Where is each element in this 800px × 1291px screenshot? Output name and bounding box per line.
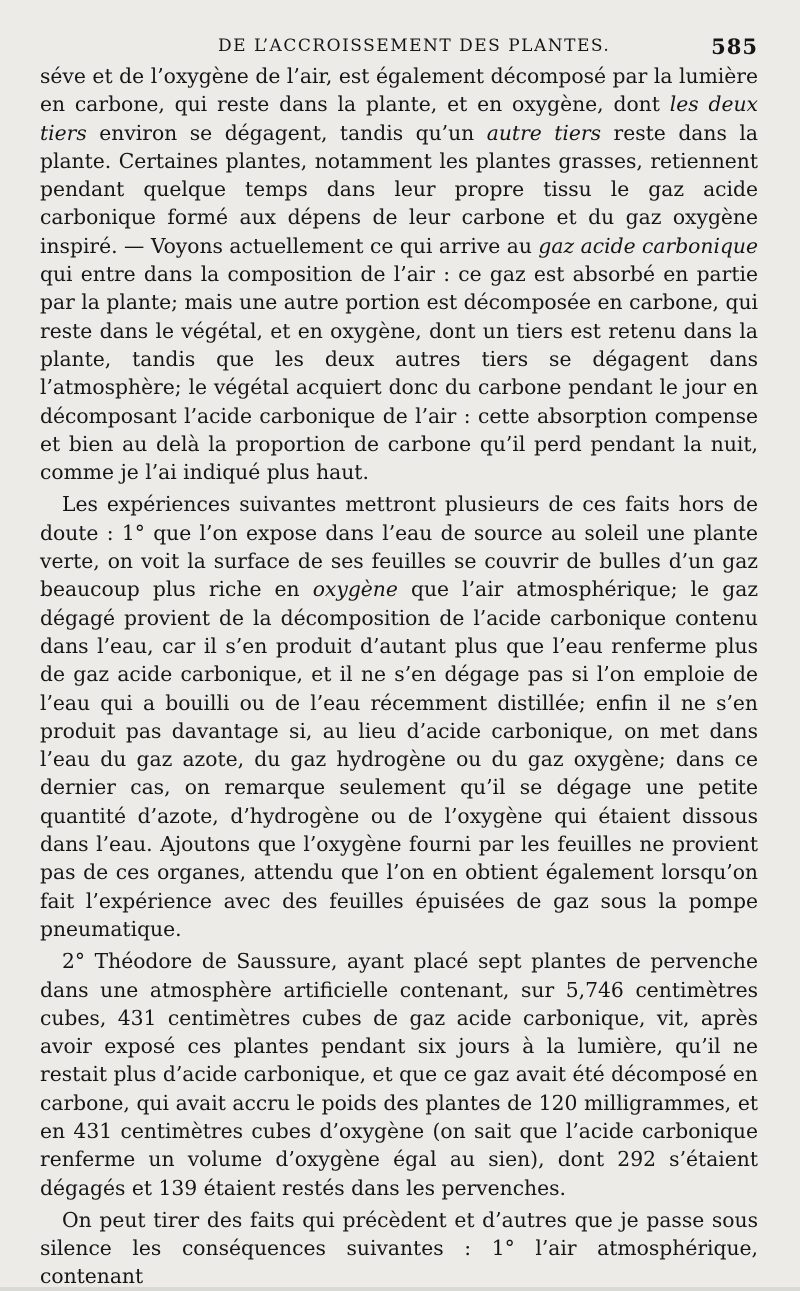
paragraph (40, 62, 758, 486)
italic-run: gaz acide carbonique (538, 233, 758, 258)
text-run: On peut tirer des faits qui précèdent et d’autres que je passe sous silence les conséquences suivantes : 1° l’air atmosphérique, contenant (40, 1207, 758, 1289)
text-run: 2° Théodore de Saussure, ayant placé sept plantes de pervenche dans une atmosphère artificielle contenant, sur 5,746 centimètres cubes, 431 centimètres cubes de gaz acide carbonique, vit, après avoir exposé ces plantes pendant six jours à la lumière, qu’il ne restait plus d’acide carbonique, et que ce gaz avait été décomposé en carbone, qui avait accru le poids des plantes de 120 milligrammes, et en 431 centimètres cubes d’oxygène (on sait que l’acide carbonique renferme un volume d’oxygène égal au sien), dont 292 s’étaient dégagés et 139 étaient restés dans les pervenches. (40, 949, 758, 1200)
body-text (40, 62, 758, 1291)
italic-run: autre tiers (486, 120, 602, 145)
page-number: 585 (711, 34, 758, 59)
italic-run: oxygène (312, 577, 398, 602)
running-head-title: DE L’ACCROISSEMENT DES PLANTES. (218, 36, 611, 56)
paragraph (40, 490, 758, 943)
running-head (40, 32, 758, 62)
text-run: qui entre dans la composition de l’air : ce gaz est absorbé en partie par la plante; mais une autre portion est décomposée en carbone, qui reste dans le végétal, et en oxygène, dont un tiers est retenu dans la plante, tandis que les deux autres tiers se dégagent dans l’atmosphère; le végétal acquiert donc du carbone pendant le jour en décomposant l’acide carbonique de l’air : cette absorption compense et bien au delà la proportion de carbone qu’il perd pendant la nuit, comme je l’ai indiqué plus haut. (40, 262, 758, 485)
text-run: environ se dégagent, tandis qu’un (86, 120, 487, 145)
text-run: séve et de l’oxygène de l’air, est également décomposé par la lumière en carbone, qui reste dans la plante, et en oxygène, dont (40, 64, 758, 117)
paragraph (40, 1206, 758, 1291)
text-run: que l’air atmosphérique; le gaz dégagé provient de la décomposition de l’acide carbonique contenu dans l’eau, car il s’en produit d’autant plus que l’eau renferme plus de gaz acide carbonique, et il ne s’en dégage pas si l’on emploie de l’eau qui a bouilli ou de l’eau récemment distillée; enfin il ne s’en produit pas davantage si, au lieu d’acide carbonique, on met dans l’eau du gaz azote, du gaz hydrogène ou du gaz oxygène; dans ce dernier cas, on remarque seulement qu’il se dégage une petite quantité d’azote, d’hydrogène ou de l’oxygène qui étaient dissous dans l’eau. Ajoutons que l’oxygène fourni par les feuilles ne provient pas de ces organes, attendu que l’on en obtient également lorsqu’on fait l’expérience avec des feuilles épuisées de gaz sous la pompe pneumatique. (40, 577, 759, 941)
paragraph (40, 947, 758, 1202)
italic-run: les deux tiers (40, 92, 758, 145)
text-run: reste dans la plante. Certaines plantes, notamment les plantes grasses, retiennent pendant quelque temps dans leur propre tissu le gaz acide carbonique formé aux dépens de leur carbone et du gaz oxygène inspiré. — Voyons actuellement ce qui arrive au (40, 120, 758, 258)
text-run: Les expériences suivantes mettront plusieurs de ces faits hors de doute : 1° que l’on expose dans l’eau de source au soleil une plante verte, on voit la surface de ses feuilles se couvrir de bulles d’un gaz beaucoup plus riche en (40, 492, 758, 602)
